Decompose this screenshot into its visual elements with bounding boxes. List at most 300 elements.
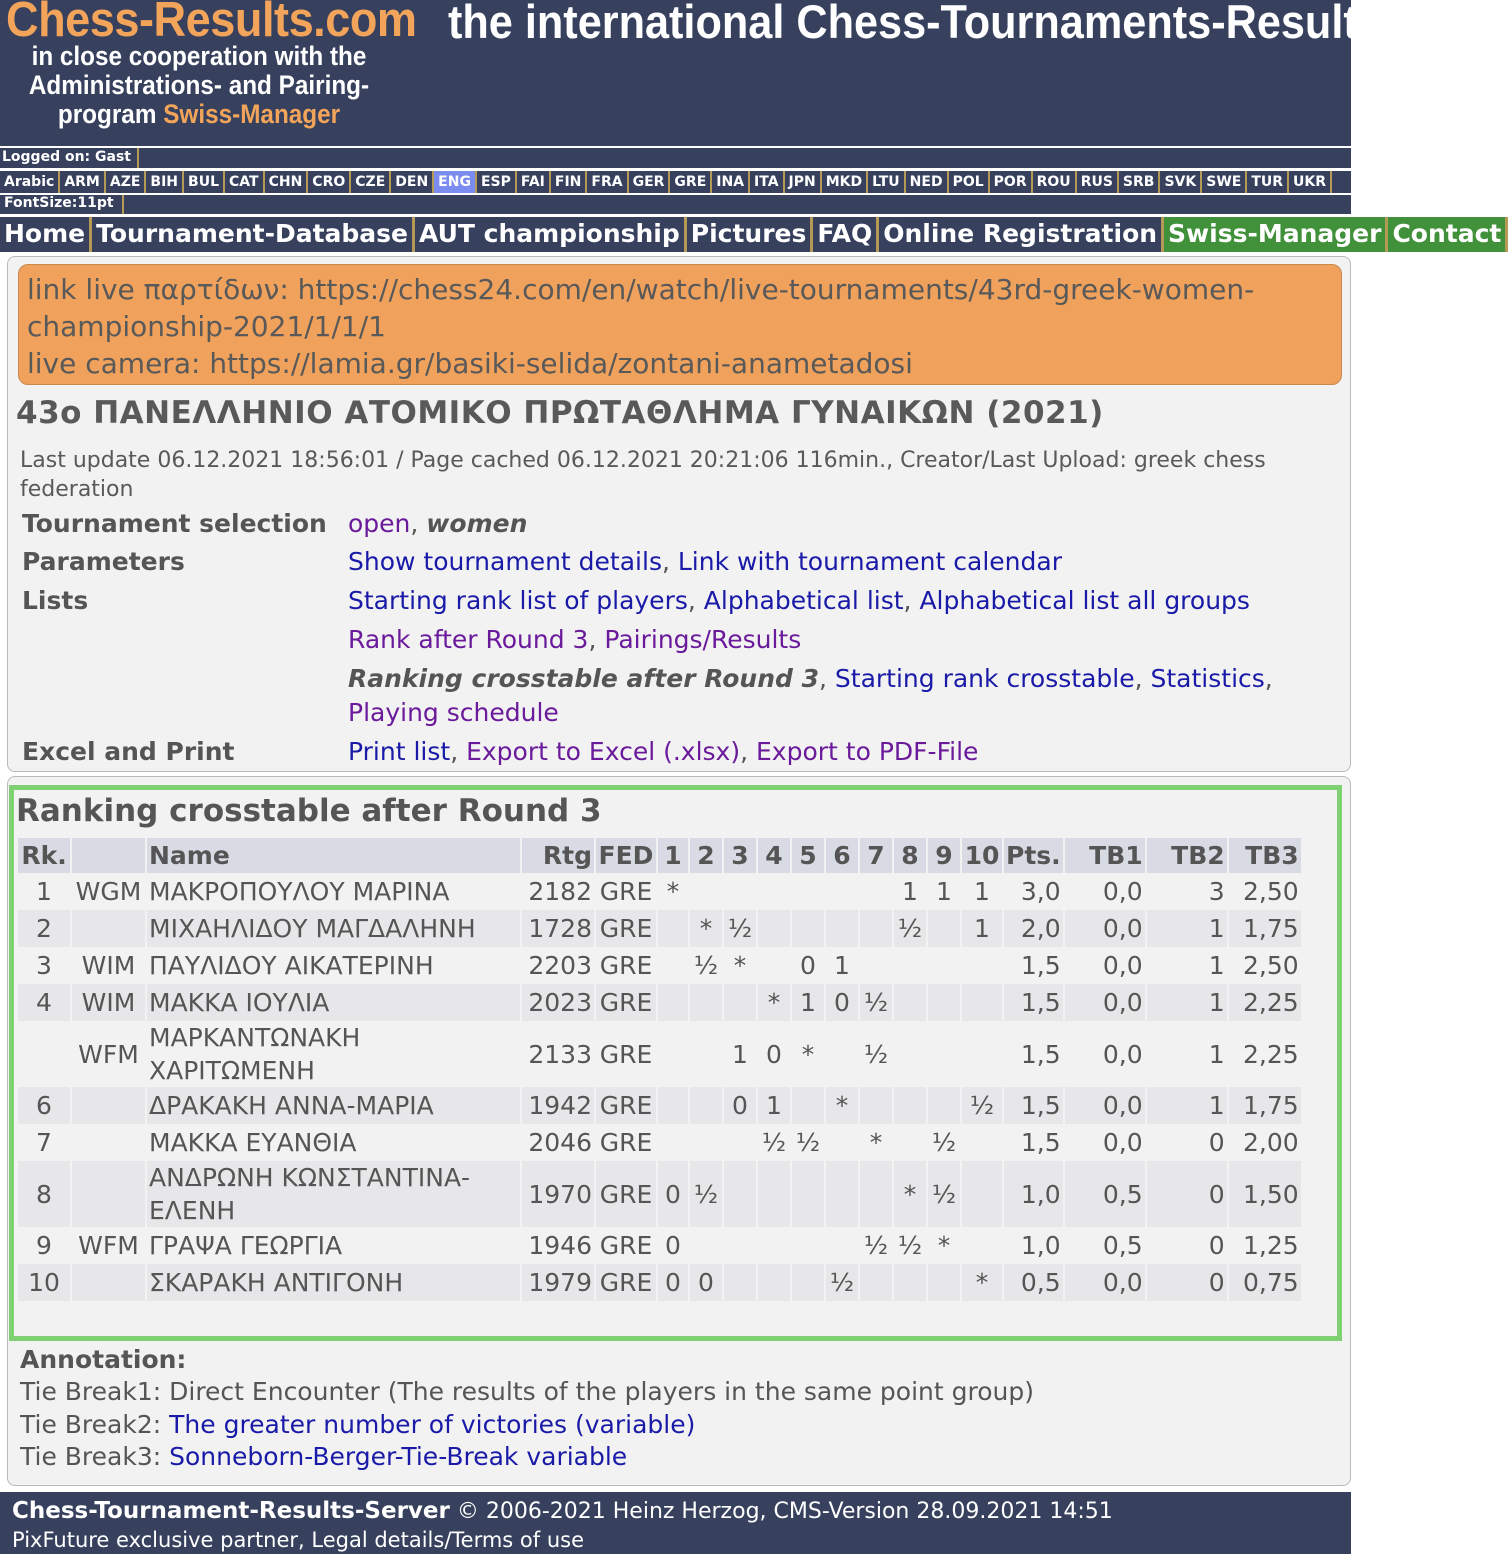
table-cell: 1,75 [1229,1087,1301,1124]
cooperation-text [28,42,370,129]
site-header [0,0,1382,146]
table-cell: GRE [596,1161,656,1227]
table-cell: 0 [724,1087,756,1124]
table-cell [724,1124,756,1161]
lists-value-1: Starting rank list of players, Alphabetical list, Alphabetical list all groups [348,586,1250,615]
table-cell: 0,0 [1065,984,1145,1021]
statistics-link[interactable]: Statistics [1150,664,1265,693]
crosstable-header-row [18,838,1301,873]
table-cell [962,1124,1002,1161]
nav-faq[interactable]: FAQ [813,217,879,252]
table-cell: 1,50 [1229,1161,1301,1227]
language-cro[interactable]: CRO [308,171,351,193]
table-cell: 3 [1147,873,1227,910]
table-cell: 0,0 [1065,873,1145,910]
footer-partner-link[interactable]: PixFuture exclusive partner, Legal details/Terms of use [12,1528,584,1552]
table-cell: 0 [792,947,824,984]
table-row [18,873,1301,910]
tiebreak-2-link[interactable]: The greater number of victories (variable) [169,1410,696,1439]
alphabetical-list-link[interactable]: Alphabetical list [703,586,904,615]
column-header: TB3 [1229,838,1301,873]
table-row [18,984,1301,1021]
rank-after-round-link[interactable]: Rank after Round 3 [348,625,589,654]
table-cell: 1,5 [1004,984,1063,1021]
starting-rank-crosstable-link[interactable]: Starting rank crosstable [834,664,1135,693]
table-cell: 1979 [522,1264,594,1301]
table-cell [690,984,722,1021]
column-header: TB1 [1065,838,1145,873]
table-cell [826,1124,858,1161]
cooperation-label: in close cooperation with the Administrations- and Pairing-program [28,41,370,129]
table-cell [72,1087,145,1124]
last-update-text: Last update 06.12.2021 18:56:01 / Page cached 06.12.2021 20:21:06 116min., Creator/Last Upload: greek chess federation [20,448,1266,502]
table-cell: 0,0 [1065,947,1145,984]
footer-copyright: © 2006-2021 Heinz Herzog, CMS-Version 28.09.2021 14:51 [456,1499,1113,1524]
table-cell [826,1227,858,1264]
table-cell: 0 [1147,1264,1227,1301]
table-cell [928,1087,960,1124]
table-cell: 1 [758,1087,790,1124]
table-cell [792,910,824,947]
tiebreak-1-text: Direct Encounter (The results of the players in the same point group) [169,1377,1034,1406]
tiebreak-2-label: Tie Break2: [20,1410,162,1439]
table-cell [658,910,688,947]
site-logo[interactable]: Chess-Results.com [6,0,417,47]
language-mkd[interactable]: MKD [822,171,868,193]
player-name-cell[interactable]: ΣΚΑΡΑΚΗ ΑΝΤΙΓΟΝΗ [147,1264,520,1301]
table-cell: ½ [928,1124,960,1161]
column-header: 8 [894,838,926,873]
table-row [18,1124,1301,1161]
table-cell [860,1087,892,1124]
table-cell: 0,0 [1065,1021,1145,1087]
parameters-value: Show tournament details, Link with tournament calendar [348,547,1062,576]
column-header: 2 [690,838,722,873]
table-cell: 1,5 [1004,1087,1063,1124]
table-cell [860,947,892,984]
table-cell: 2,25 [1229,984,1301,1021]
table-cell: 1942 [522,1087,594,1124]
column-header: Pts. [1004,838,1063,873]
table-cell: 8 [18,1161,70,1227]
table-cell [826,910,858,947]
table-cell: * [792,1021,824,1087]
language-arm[interactable]: ARM [60,171,106,193]
table-cell: * [690,910,722,947]
table-cell [690,873,722,910]
table-cell: 0 [690,1264,722,1301]
site-footer [0,1492,1351,1554]
table-cell [962,1227,1002,1264]
table-cell: 2,25 [1229,1021,1301,1087]
table-cell [792,1264,824,1301]
table-cell [894,1124,926,1161]
table-cell [928,1264,960,1301]
swiss-manager-link[interactable]: Swiss-Manager [163,99,341,129]
player-name-cell[interactable]: ΠΑΥΛΙΔΟΥ ΑΙΚΑΤΕΡΙΝΗ [147,947,520,984]
table-cell: 1 [928,873,960,910]
playing-schedule-link[interactable]: Playing schedule [348,698,559,727]
alphabetical-all-link[interactable]: Alphabetical list all groups [919,586,1250,615]
table-cell: 1 [1147,1087,1227,1124]
language-ger[interactable]: GER [629,171,671,193]
column-header: 6 [826,838,858,873]
table-cell [724,1264,756,1301]
selection-women-current: women [426,509,528,538]
table-cell: 0,0 [1065,1124,1145,1161]
language-tur[interactable]: TUR [1247,171,1289,193]
table-cell: 1 [894,873,926,910]
table-cell [658,1021,688,1087]
table-cell: WFM [72,1227,145,1264]
player-name-cell[interactable]: ΜΑΡΚΑΝΤΩΝΑΚΗ ΧΑΡΙΤΩΜΕΝΗ [147,1021,520,1087]
table-cell [724,1227,756,1264]
nav-online-registration[interactable]: Online Registration [879,217,1164,252]
table-cell [758,1161,790,1227]
table-cell: 3 [18,947,70,984]
live-camera-link[interactable]: live camera: https://lamia.gr/basiki-selida/zontani-anametadosi [27,347,913,380]
excel-print-label: Excel and Print [22,737,235,766]
language-por[interactable]: POR [990,171,1033,193]
language-fin[interactable]: FIN [551,171,588,193]
table-cell [690,1124,722,1161]
table-cell [658,1124,688,1161]
table-cell: ½ [860,1227,892,1264]
nav-aut-championship[interactable]: AUT championship [415,217,687,252]
table-cell: 4 [18,984,70,1021]
table-cell: 1,0 [1004,1161,1063,1227]
table-cell: 1,5 [1004,1021,1063,1087]
table-cell: 0,0 [1065,910,1145,947]
table-cell: 0,75 [1229,1264,1301,1301]
table-cell [962,1161,1002,1227]
player-name-cell[interactable]: ΜΑΚΚΑ ΙΟΥΛΙΑ [147,984,520,1021]
table-cell: ½ [894,910,926,947]
language-eng[interactable]: ENG [434,171,477,193]
main-nav [0,217,1502,252]
table-cell: 1 [1147,984,1227,1021]
table-cell: ½ [724,910,756,947]
print-list-link[interactable]: Print list [348,737,451,766]
table-cell: ½ [962,1087,1002,1124]
table-cell [724,984,756,1021]
table-cell [894,1264,926,1301]
table-cell: ½ [758,1124,790,1161]
table-cell: 6 [18,1087,70,1124]
table-cell: 2023 [522,984,594,1021]
table-cell [962,984,1002,1021]
table-cell [658,1087,688,1124]
table-cell: 1 [18,873,70,910]
table-cell: * [758,984,790,1021]
table-cell [72,1161,145,1227]
column-header: FED [596,838,656,873]
table-cell: 1,0 [1004,1227,1063,1264]
table-cell [826,1161,858,1227]
nav-tournament-database[interactable]: Tournament-Database [92,217,415,252]
parameters-label: Parameters [22,547,185,576]
table-cell: ½ [690,947,722,984]
table-cell [928,910,960,947]
tiebreak-2 [20,1410,695,1439]
table-cell: 1,5 [1004,947,1063,984]
table-cell: ½ [690,1161,722,1227]
tournament-title: 43ο ΠΑΝΕΛΛΗΝΙΟ ΑΤΟΜΙΚΟ ΠΡΩΤΑΘΛΗΜΑ ΓΥΝΑΙΚΩΝ (2021) [16,395,1104,431]
table-cell: 2182 [522,873,594,910]
table-cell [894,1021,926,1087]
table-row [18,910,1301,947]
player-name-cell[interactable]: ΔΡΑΚΑΚΗ ΑΝΝΑ-ΜΑΡΙΑ [147,1087,520,1124]
table-cell [658,984,688,1021]
table-cell [724,873,756,910]
table-cell [928,984,960,1021]
table-cell: WFM [72,1021,145,1087]
footer-server-name: Chess-Tournament-Results-Server [12,1498,450,1524]
language-bul[interactable]: BUL [184,171,225,193]
table-cell: 0,5 [1065,1227,1145,1264]
column-header: 5 [792,838,824,873]
pairings-results-link[interactable]: Pairings/Results [604,625,802,654]
table-cell: 1,25 [1229,1227,1301,1264]
table-cell: ½ [860,1021,892,1087]
table-cell: ½ [928,1161,960,1227]
table-cell [860,910,892,947]
live-notice [18,264,1342,385]
ranking-crosstable-current: Ranking crosstable after Round 3 [348,664,819,693]
language-ina[interactable]: INA [712,171,750,193]
table-cell [928,1021,960,1087]
language-ltu[interactable]: LTU [868,171,906,193]
table-cell: 0 [826,984,858,1021]
table-cell: WGM [72,873,145,910]
language-swe[interactable]: SWE [1202,171,1247,193]
language-chn[interactable]: CHN [265,171,309,193]
table-cell: 1 [1147,910,1227,947]
font-size-link[interactable]: FontSize:11pt [4,195,114,211]
language-bih[interactable]: BIH [146,171,184,193]
tournament-selection-label: Tournament selection [22,509,327,538]
lists-label: Lists [22,586,89,615]
language-ukr[interactable]: UKR [1289,171,1332,193]
language-cat[interactable]: CAT [225,171,265,193]
player-name-cell[interactable]: ΜΙΧΑΗΛΙΔΟΥ ΜΑΓΔΑΛΗΝΗ [147,910,520,947]
font-size-bar [0,195,1351,214]
table-cell: GRE [596,1264,656,1301]
table-row [18,1264,1301,1301]
link-calendar-link[interactable]: Link with tournament calendar [677,547,1062,576]
table-cell: 1 [792,984,824,1021]
export-pdf-link[interactable]: Export to PDF-File [756,737,979,766]
language-arabic[interactable]: Arabic [0,171,60,193]
column-header: 4 [758,838,790,873]
table-cell: * [724,947,756,984]
table-cell: 2133 [522,1021,594,1087]
column-header: 10 [962,838,1002,873]
language-gre[interactable]: GRE [670,171,712,193]
table-cell: 1946 [522,1227,594,1264]
table-cell [860,1161,892,1227]
table-cell [792,1227,824,1264]
table-cell [792,1161,824,1227]
language-svk[interactable]: SVK [1160,171,1202,193]
table-cell: 1728 [522,910,594,947]
table-cell: GRE [596,873,656,910]
table-cell: ½ [826,1264,858,1301]
player-name-cell[interactable]: ΓΡΑΨΑ ΓΕΩΡΓΙΑ [147,1227,520,1264]
divider [122,195,124,214]
table-cell: 0 [758,1021,790,1087]
table-cell: 1 [962,873,1002,910]
table-cell: * [962,1264,1002,1301]
table-row [18,1227,1301,1264]
language-rou[interactable]: ROU [1033,171,1077,193]
table-cell: 0,5 [1004,1264,1063,1301]
table-row [18,1021,1301,1087]
table-cell [894,1087,926,1124]
table-cell: 0 [658,1227,688,1264]
divider [137,148,139,168]
table-cell [962,947,1002,984]
table-cell: 0,5 [1065,1161,1145,1227]
crosstable-title: Ranking crosstable after Round 3 [16,793,602,829]
table-cell: 2 [18,910,70,947]
excel-print-value: Print list, Export to Excel (.xlsx), Export to PDF-File [348,737,979,766]
table-cell: 3,0 [1004,873,1063,910]
table-cell: * [658,873,688,910]
language-esp[interactable]: ESP [477,171,517,193]
tiebreak-3 [20,1442,627,1471]
table-cell: 2,0 [1004,910,1063,947]
tiebreak-1 [20,1377,1034,1406]
language-jpn[interactable]: JPN [785,171,822,193]
table-cell [860,1264,892,1301]
table-cell: 2,50 [1229,873,1301,910]
language-aze[interactable]: AZE [106,171,147,193]
table-cell [758,947,790,984]
table-cell [72,1264,145,1301]
table-cell: GRE [596,984,656,1021]
table-cell: 0 [658,1161,688,1227]
player-name-cell[interactable]: ΜΑΚΡΟΠΟΥΛΟΥ ΜΑΡΙΝΑ [147,873,520,910]
table-cell: 2203 [522,947,594,984]
language-srb[interactable]: SRB [1119,171,1161,193]
table-cell: 10 [18,1264,70,1301]
table-cell: GRE [596,1021,656,1087]
table-cell: * [860,1124,892,1161]
table-cell [792,873,824,910]
language-ita[interactable]: ITA [750,171,785,193]
nav-contact[interactable]: Contact [1388,217,1508,252]
table-cell [690,1227,722,1264]
table-cell [826,1021,858,1087]
lists-value-3: Ranking crosstable after Round 3, Starting rank crosstable, Statistics, [348,664,1273,693]
column-header: 1 [658,838,688,873]
selection-open-link[interactable]: open [348,509,411,538]
table-row [18,1087,1301,1124]
nav-swiss-manager[interactable]: Swiss-Manager [1164,217,1388,252]
table-cell: 0 [1147,1161,1227,1227]
table-cell [758,873,790,910]
column-header: TB2 [1147,838,1227,873]
table-cell [758,1227,790,1264]
lists-value-4 [348,698,559,727]
table-cell: WIM [72,984,145,1021]
table-cell [894,947,926,984]
table-cell [72,1124,145,1161]
table-cell: WIM [72,947,145,984]
language-fra[interactable]: FRA [587,171,628,193]
table-cell: 7 [18,1124,70,1161]
column-header [72,838,145,873]
table-cell [690,1087,722,1124]
table-cell: GRE [596,947,656,984]
column-header: Rk. [18,838,70,873]
table-cell: 0,0 [1065,1264,1145,1301]
live-games-link[interactable]: link live παρτίδων: https://chess24.com/en/watch/live-tournaments/43rd-greek-women-championship-2021/1/1/1 [27,273,1255,343]
table-cell: 1 [724,1021,756,1087]
table-cell [860,873,892,910]
table-cell [18,1021,70,1087]
player-name-cell[interactable]: ΑΝΔΡΩΝΗ ΚΩΝΣΤΑΝΤΙΝΑ-ΕΛΕΝΗ [147,1161,520,1227]
table-cell [826,873,858,910]
column-header: 7 [860,838,892,873]
language-pol[interactable]: POL [949,171,990,193]
table-cell [792,1087,824,1124]
language-fai[interactable]: FAI [517,171,551,193]
table-cell [690,1021,722,1087]
table-cell [758,1264,790,1301]
language-rus[interactable]: RUS [1077,171,1119,193]
table-cell: 0 [658,1264,688,1301]
table-cell: 1,5 [1004,1124,1063,1161]
table-cell: 2,00 [1229,1124,1301,1161]
table-cell [658,947,688,984]
footer-line-1 [12,1498,1113,1524]
language-cze[interactable]: CZE [351,171,391,193]
export-excel-link[interactable]: Export to Excel (.xlsx) [466,737,741,766]
language-den[interactable]: DEN [391,171,434,193]
site-tagline: the international Chess-Tournaments-Results [448,0,1382,48]
table-cell: 2,50 [1229,947,1301,984]
table-cell: 9 [18,1227,70,1264]
language-ned[interactable]: NED [906,171,949,193]
table-cell [72,910,145,947]
crosstable [16,838,1303,1301]
table-cell: * [826,1087,858,1124]
show-details-link[interactable]: Show tournament details [348,547,662,576]
table-cell: 0,0 [1065,1087,1145,1124]
table-cell: 1 [1147,947,1227,984]
column-header: Rtg [522,838,594,873]
nav-pictures[interactable]: Pictures [687,217,814,252]
crosstable-body [18,873,1301,1301]
table-cell: 1,75 [1229,910,1301,947]
player-name-cell[interactable]: ΜΑΚΚΑ ΕΥΑΝΘΙΑ [147,1124,520,1161]
table-row [18,947,1301,984]
column-header: 9 [928,838,960,873]
starting-rank-list-link[interactable]: Starting rank list of players [348,586,688,615]
column-header: Name [147,838,520,873]
tiebreak-3-link[interactable]: Sonneborn-Berger-Tie-Break variable [169,1442,628,1471]
table-cell: 0 [1147,1227,1227,1264]
table-cell [724,1161,756,1227]
table-cell [962,1021,1002,1087]
lists-value-2: Rank after Round 3, Pairings/Results [348,625,802,654]
table-cell: GRE [596,1227,656,1264]
nav-home[interactable]: Home [0,217,92,252]
table-cell: ½ [860,984,892,1021]
table-cell [894,984,926,1021]
